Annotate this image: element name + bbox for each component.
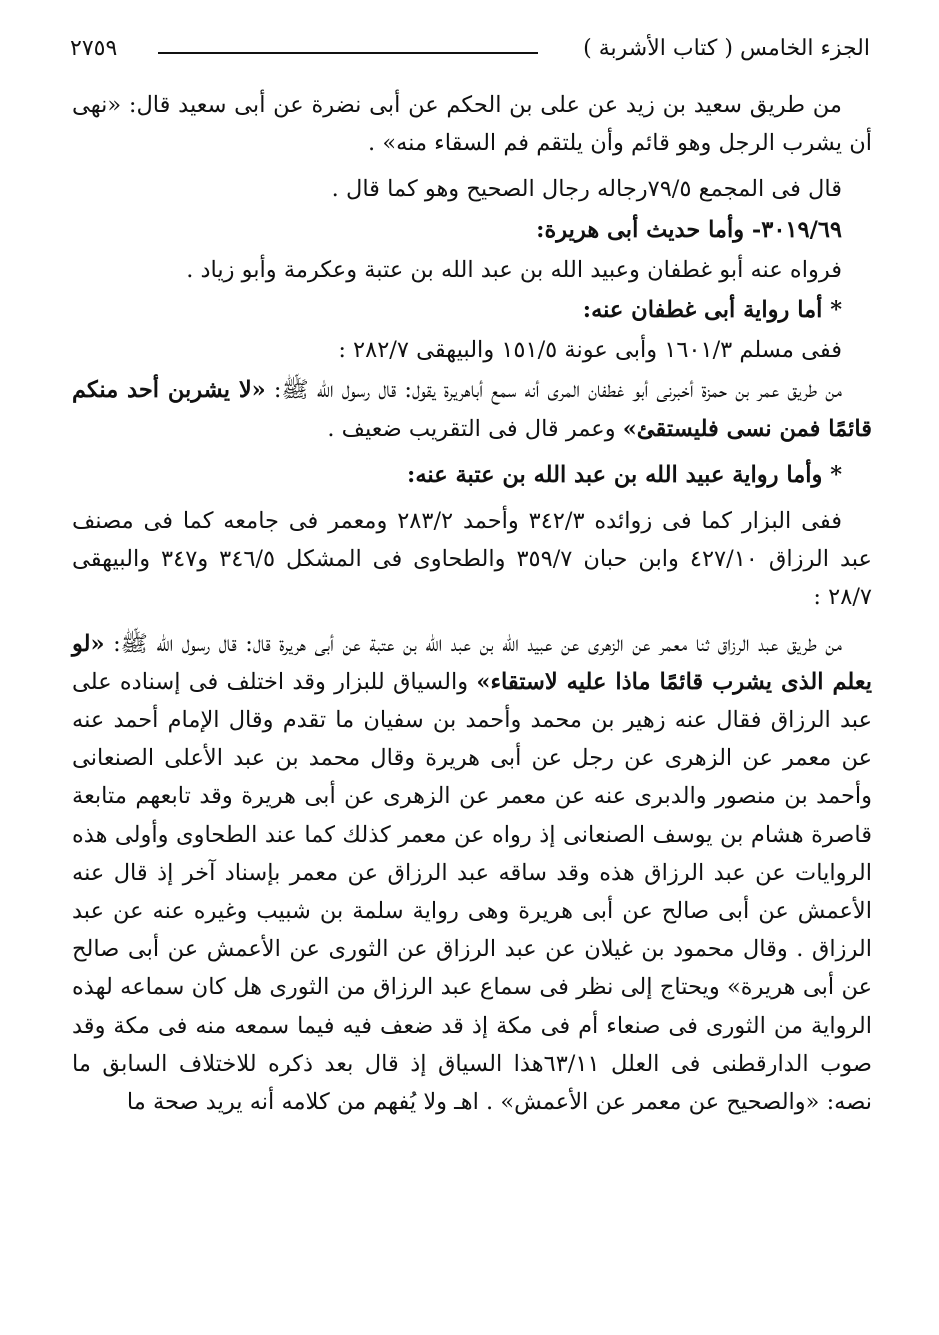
paragraph-narrators: فرواه عنه أبو غطفان وعبيد الله بن عبد الله بن عتبة وعكرمة وأبو زياد . xyxy=(186,256,842,283)
hadith-quote: «لا يشربن أحد منكم قائمًا فمن نسى فليستقئ» xyxy=(72,377,872,442)
page-number: ٢٧٥٩ xyxy=(70,36,118,61)
paragraph-hadith-2 xyxy=(72,625,872,1122)
page-header xyxy=(70,30,870,70)
paragraph-sources-1: ففى مسلم ١٦٠١/٣ وأبى عونة ١٥١/٥ والبيهقى ٢٨٢/٧ : xyxy=(338,337,842,364)
text-run: من طريق عبد الرزاق ثنا معمر عن الزهرى عن عبيد الله بن عبد الله بن عتبة عن أبى هريرة قال: قال رسول الله ﷺ: xyxy=(104,630,842,657)
header-rule xyxy=(158,52,538,54)
paragraph-sources-2: ففى البزار كما فى زوائده ٣٤٢/٣ وأحمد ٢٨٣/٢ ومعمر فى جامعه كما فى مصنف عبد الرزاق ٤٢٧/١٠ وابن حبان ٣٥٩/٧ والطحاوى فى المشكل ٣٤٦/٥ و٣٤٧ والبيهقى ٢٨/٧ : xyxy=(72,508,872,611)
section-heading-ubaydullah: * وأما رواية عبيد الله بن عبد الله بن عتبة عنه: xyxy=(407,461,842,488)
paragraph-hadith-1 xyxy=(72,371,872,447)
text-run: وعمر قال فى التقريب ضعيف . xyxy=(327,415,623,442)
text-run: والسياق للبزار وقد اختلف فى إسناده على عبد الرزاق فقال عنه زهير بن محمد وأحمد بن سفيان ما تقدم وقال الإمام أحمد عنه عن معمر عن الزهرى عن رجل عن أبى هريرة وقال محمد بن عبد الأعلى الصنعانى وأحمد بن منصور والدبرى عنه عن معمر عن الزهرى عن أبى هريرة وقد تابعهم متابعة قاصرة هشام بن يوسف الصنعانى إذ رواه عن معمر كذلك كما عند الطحاوى وأولى هذه الروايات عن عبد الرزاق هذه وقد ساقه عبد الرزاق عن معمر بإسناد آخر إذ قال عنه الأعمش عن أبى صالح عن أبى هريرة وهى رواية سلمة بن شبيب وغيره عنه عن عبد الرزاق . وقال محمود بن غيلان عن عبد الرزاق عن الثورى عن الأعمش عن أبى صالح عن أبى هريرة» ويحتاج إلى نظر فى سماع عبد الرزاق من الثورى هل كان سماعه لهذه الرواية من الثورى فى صنعاء أم فى مكة إذ قد ضعف فيه فيما سمعه منه فى مكة وقد صوب الدارقطنى فى العلل ٦٣/١١هذا السياق إذ قال بعد ذكره للاختلاف السابق ما نصه: «والصحيح عن معمر عن الأعمش» . اهـ ولا يُفهم من كلامه أنه يريد صحة ما xyxy=(72,668,872,1116)
section-heading-abu-ghatafan: * أما رواية أبى غطفان عنه: xyxy=(582,297,842,324)
running-title: الجزء الخامس ( كتاب الأشربة ) xyxy=(583,36,870,61)
text-run: من طريق عمر بن حمزة أخبرنى أبو غطفان المرى أنه سمع أباهريرة يقول: قال رسول الله ﷺ: xyxy=(265,377,842,404)
paragraph-1: من طريق سعيد بن زيد عن على بن الحكم عن أبى نضرة عن أبى سعيد قال: «نهى أن يشرب الرجل وهو قائم وأن يلتقم فم السقاء منه» . xyxy=(72,92,872,157)
hadith-heading: ٣٠١٩/٦٩- وأما حديث أبى هريرة: xyxy=(536,216,842,243)
page-body xyxy=(72,86,872,1129)
hadith-quote: «لو يعلم الذى يشرب قائمًا ماذا عليه لاستقاء» xyxy=(72,630,872,695)
paragraph-2: قال فى المجمع ٧٩/٥رجاله رجال الصحيح وهو كما قال . xyxy=(331,176,842,203)
